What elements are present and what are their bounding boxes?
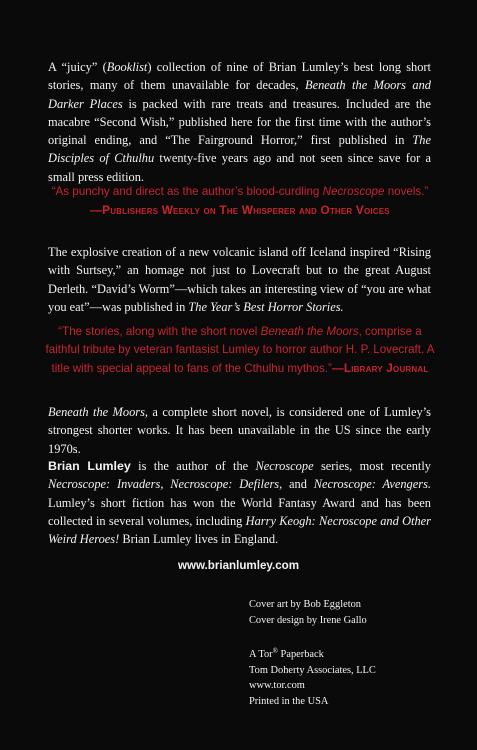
- text-run: Brian Lumley lives in England.: [119, 532, 279, 547]
- registered-mark: ®: [272, 647, 278, 655]
- quote-text: , comprise a faithful tribute by veteran fantasist Lumley to horror author H. P. Lovecraft. A title with special appeal to fans of the Cthulhu mythos.”: [45, 325, 435, 375]
- text-run: series, most recently: [313, 459, 431, 473]
- collection-title: Harry Keogh: Necroscope and Other Weird Heroes!: [48, 513, 431, 547]
- quote-attribution: —Publishers Weekly on The Whisperer and Other Voices: [90, 203, 390, 217]
- cover-art-credit: Cover art by Bob Eggleton: [249, 599, 361, 610]
- publisher-imprint: A Tor: [249, 649, 273, 660]
- novel-title: Beneath the Moors: [260, 325, 359, 338]
- series-title: Necroscope: [255, 459, 314, 473]
- publisher-format: Paperback: [277, 649, 324, 660]
- cover-credits: [249, 597, 367, 628]
- printed-in: Printed in the USA: [249, 695, 329, 707]
- novel-paragraph: [48, 403, 431, 458]
- description-paragraph: [48, 58, 431, 186]
- author-website-link[interactable]: www.brianlumley.com: [177, 559, 300, 572]
- anthology-title: The Disciples of Cthulhu: [48, 133, 431, 166]
- text-run: is the author of the: [130, 459, 256, 473]
- series-title: Necroscope: [322, 185, 385, 198]
- review-quote-2: [40, 323, 440, 378]
- text-run: Lumley’s short fiction has won the World Fantasy Award and has been collected in several volumes, including: [48, 495, 431, 528]
- stories-paragraph: [48, 243, 431, 316]
- publisher-info: [249, 647, 376, 709]
- cover-design-credit: Cover design by Irene Gallo: [249, 614, 367, 626]
- publisher-name: Tom Doherty Associates, LLC: [249, 664, 376, 676]
- text-run: a complete short novel, is considered one of Lumley’s strongest shorter works. It has been unavailable in the US since the early 1970s.: [48, 405, 431, 456]
- quote-attribution: —Library Journal: [331, 361, 429, 375]
- text-run: twenty-five years ago and not seen since save for a small press edition.: [48, 151, 431, 184]
- quote-text: “As punchy and direct as the author’s blood-curdling: [51, 185, 323, 198]
- text-run: The explosive creation of a new volcanic island off Iceland inspired “Rising with Surtsey,” an homage not just to Lovecraft but to the great August Derleth. “David’s Worm”—which takes an interesting view of “you are what you eat”—was published in: [48, 245, 431, 314]
- book-title: Necroscope: Avengers.: [313, 477, 431, 492]
- text-run: ) collection of nine of Brian Lumley’s best long short stories, many of them unavailable for decades,: [48, 60, 431, 93]
- anthology-title: The Year’s Best Horror Stories.: [188, 299, 344, 314]
- source-title: Booklist: [106, 60, 148, 74]
- review-quote-1: [40, 183, 440, 220]
- author-name: Brian Lumley: [48, 459, 131, 473]
- text-run: and: [282, 477, 314, 492]
- text-run: is packed with rare treats and treasures. Included are the macabre “Second Wish,” published here for the first time with the author’s original ending, and “The Fairground Horror,” first published in: [48, 96, 431, 148]
- publisher-website[interactable]: www.tor.com: [249, 680, 305, 691]
- quote-text: novels.”: [384, 185, 429, 198]
- novel-title: Beneath the Moors,: [48, 405, 149, 419]
- book-title: Beneath the Moors and Darker Places: [48, 78, 432, 111]
- author-bio: [48, 457, 431, 548]
- book-titles: Necroscope: Invaders, Necroscope: Defilers,: [48, 477, 283, 492]
- text-run: A “juicy” (: [48, 60, 107, 74]
- quote-text: “The stories, along with the short novel: [58, 325, 261, 338]
